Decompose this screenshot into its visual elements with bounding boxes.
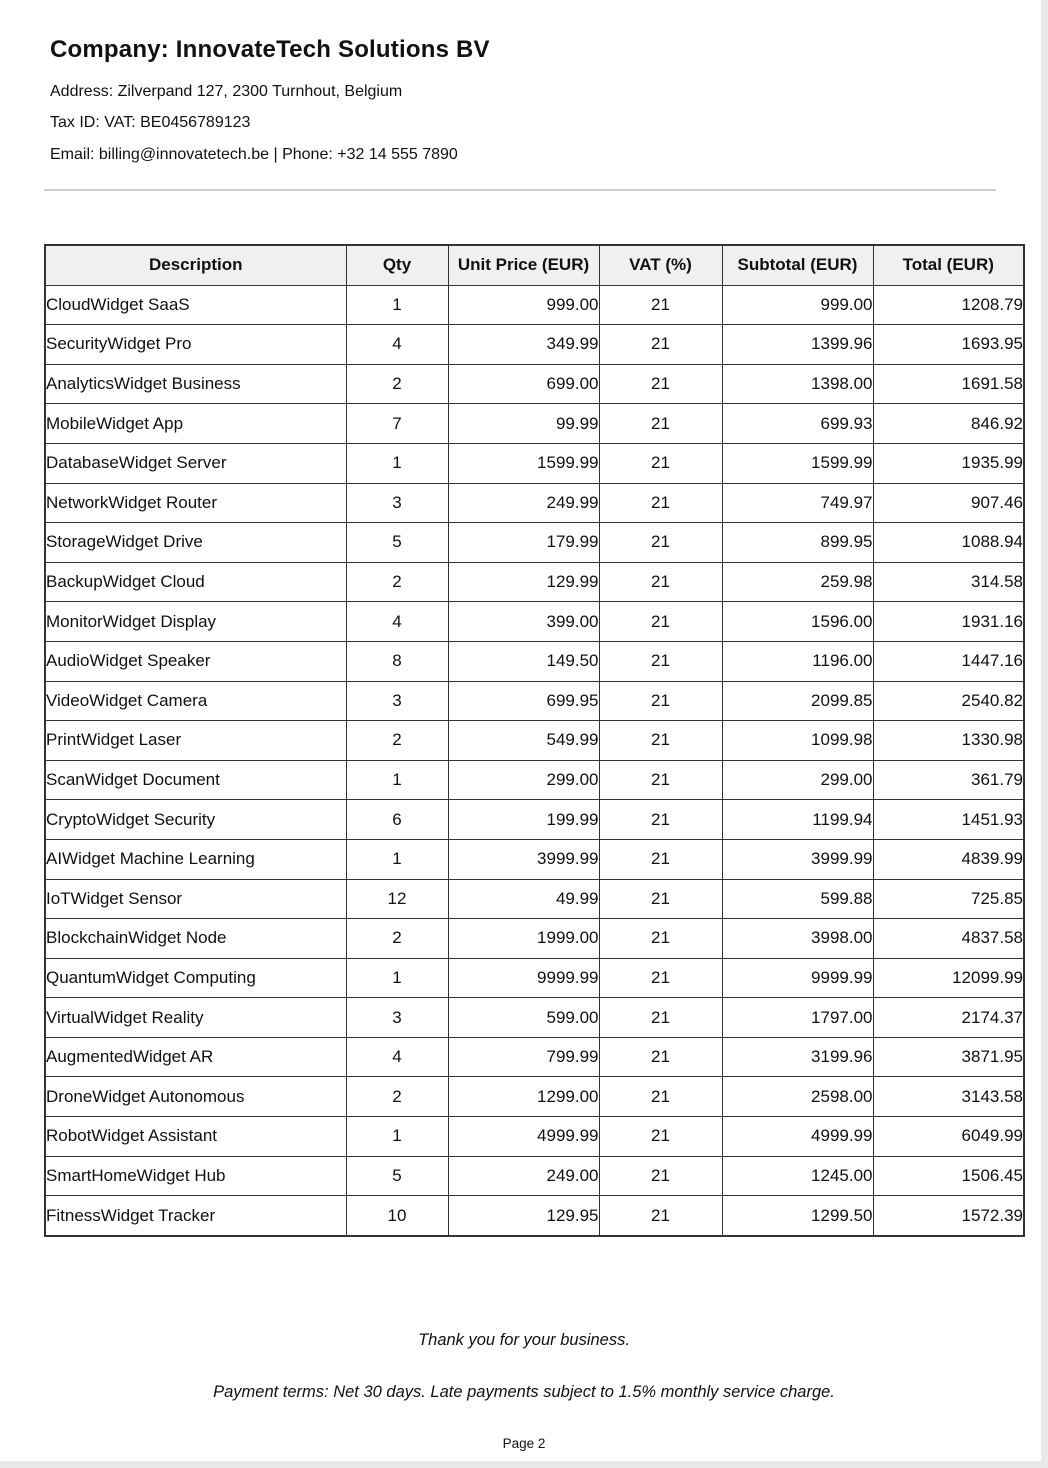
- table-row: [45, 998, 1024, 1038]
- item-vat: 21: [599, 998, 722, 1038]
- item-description: FitnessWidget Tracker: [45, 1196, 346, 1236]
- item-qty: 12: [346, 879, 448, 919]
- column-header-unit-price: Unit Price (EUR): [448, 245, 599, 285]
- item-total: 2174.37: [873, 998, 1024, 1038]
- item-total: 1691.58: [873, 364, 1024, 404]
- item-qty: 6: [346, 800, 448, 840]
- item-total: 846.92: [873, 404, 1024, 444]
- table-row: [45, 404, 1024, 444]
- item-vat: 21: [599, 721, 722, 761]
- item-total: 1330.98: [873, 721, 1024, 761]
- item-subtotal: 1299.50: [722, 1196, 873, 1236]
- item-qty: 2: [346, 562, 448, 602]
- item-qty: 2: [346, 919, 448, 959]
- table-row: [45, 760, 1024, 800]
- table-row: [45, 800, 1024, 840]
- item-description: RobotWidget Assistant: [45, 1117, 346, 1157]
- item-unit-price: 299.00: [448, 760, 599, 800]
- item-unit-price: 49.99: [448, 879, 599, 919]
- item-subtotal: 1196.00: [722, 641, 873, 681]
- table-row: [45, 1077, 1024, 1117]
- item-description: DatabaseWidget Server: [45, 443, 346, 483]
- item-qty: 3: [346, 681, 448, 721]
- item-qty: 10: [346, 1196, 448, 1236]
- item-subtotal: 3998.00: [722, 919, 873, 959]
- payment-terms-note: Payment terms: Net 30 days. Late payments subject to 1.5% monthly service charge.: [213, 1383, 835, 1401]
- item-unit-price: 9999.99: [448, 958, 599, 998]
- item-unit-price: 599.00: [448, 998, 599, 1038]
- item-subtotal: 9999.99: [722, 958, 873, 998]
- table-row: [45, 1117, 1024, 1157]
- item-description: StorageWidget Drive: [45, 523, 346, 563]
- item-unit-price: 699.95: [448, 681, 599, 721]
- item-subtotal: 2099.85: [722, 681, 873, 721]
- item-total: 3143.58: [873, 1077, 1024, 1117]
- item-vat: 21: [599, 879, 722, 919]
- item-description: PrintWidget Laser: [45, 721, 346, 761]
- item-total: 1451.93: [873, 800, 1024, 840]
- item-qty: 2: [346, 364, 448, 404]
- item-qty: 5: [346, 1156, 448, 1196]
- table-row: [45, 1156, 1024, 1196]
- item-total: 361.79: [873, 760, 1024, 800]
- item-unit-price: 129.95: [448, 1196, 599, 1236]
- table-row: [45, 641, 1024, 681]
- item-subtotal: 3999.99: [722, 839, 873, 879]
- item-unit-price: 179.99: [448, 523, 599, 563]
- item-total: 1572.39: [873, 1196, 1024, 1236]
- item-subtotal: 1398.00: [722, 364, 873, 404]
- item-qty: 5: [346, 523, 448, 563]
- item-vat: 21: [599, 285, 722, 325]
- item-unit-price: 149.50: [448, 641, 599, 681]
- item-total: 1088.94: [873, 523, 1024, 563]
- item-qty: 1: [346, 443, 448, 483]
- item-total: 1208.79: [873, 285, 1024, 325]
- table-row: [45, 602, 1024, 642]
- item-vat: 21: [599, 364, 722, 404]
- item-vat: 21: [599, 523, 722, 563]
- item-subtotal: 299.00: [722, 760, 873, 800]
- item-vat: 21: [599, 1077, 722, 1117]
- item-unit-price: 3999.99: [448, 839, 599, 879]
- item-description: IoTWidget Sensor: [45, 879, 346, 919]
- item-total: 4839.99: [873, 839, 1024, 879]
- item-vat: 21: [599, 958, 722, 998]
- item-qty: 1: [346, 1117, 448, 1157]
- item-vat: 21: [599, 1037, 722, 1077]
- item-description: DroneWidget Autonomous: [45, 1077, 346, 1117]
- item-total: 4837.58: [873, 919, 1024, 959]
- item-description: MobileWidget App: [45, 404, 346, 444]
- item-unit-price: 699.00: [448, 364, 599, 404]
- item-total: 3871.95: [873, 1037, 1024, 1077]
- table-row: [45, 681, 1024, 721]
- item-subtotal: 599.88: [722, 879, 873, 919]
- item-total: 907.46: [873, 483, 1024, 523]
- item-unit-price: 799.99: [448, 1037, 599, 1077]
- item-description: CryptoWidget Security: [45, 800, 346, 840]
- item-subtotal: 999.00: [722, 285, 873, 325]
- table-row: [45, 285, 1024, 325]
- table-row: [45, 562, 1024, 602]
- item-qty: 1: [346, 958, 448, 998]
- item-qty: 3: [346, 998, 448, 1038]
- item-qty: 1: [346, 760, 448, 800]
- table-row: [45, 364, 1024, 404]
- item-unit-price: 199.99: [448, 800, 599, 840]
- item-vat: 21: [599, 443, 722, 483]
- item-qty: 8: [346, 641, 448, 681]
- item-vat: 21: [599, 602, 722, 642]
- item-unit-price: 4999.99: [448, 1117, 599, 1157]
- item-subtotal: 899.95: [722, 523, 873, 563]
- item-total: 2540.82: [873, 681, 1024, 721]
- item-qty: 4: [346, 1037, 448, 1077]
- page-edge-bottom: [0, 1461, 1048, 1468]
- item-vat: 21: [599, 1156, 722, 1196]
- item-qty: 1: [346, 285, 448, 325]
- table-row: [45, 1196, 1024, 1236]
- item-total: 1447.16: [873, 641, 1024, 681]
- thank-you-note: Thank you for your business.: [418, 1331, 630, 1349]
- item-qty: 3: [346, 483, 448, 523]
- item-subtotal: 2598.00: [722, 1077, 873, 1117]
- item-subtotal: 3199.96: [722, 1037, 873, 1077]
- item-description: VirtualWidget Reality: [45, 998, 346, 1038]
- column-header-subtotal: Subtotal (EUR): [722, 245, 873, 285]
- item-qty: 4: [346, 325, 448, 365]
- table-row: [45, 443, 1024, 483]
- table-row: [45, 721, 1024, 761]
- item-subtotal: 4999.99: [722, 1117, 873, 1157]
- item-total: 12099.99: [873, 958, 1024, 998]
- header-divider: [44, 189, 996, 191]
- item-unit-price: 1299.00: [448, 1077, 599, 1117]
- item-description: CloudWidget SaaS: [45, 285, 346, 325]
- item-vat: 21: [599, 404, 722, 444]
- item-subtotal: 699.93: [722, 404, 873, 444]
- item-description: SmartHomeWidget Hub: [45, 1156, 346, 1196]
- table-row: [45, 523, 1024, 563]
- item-unit-price: 249.99: [448, 483, 599, 523]
- item-description: AudioWidget Speaker: [45, 641, 346, 681]
- item-subtotal: 1599.99: [722, 443, 873, 483]
- item-vat: 21: [599, 919, 722, 959]
- page-number: Page 2: [502, 1436, 546, 1451]
- item-description: MonitorWidget Display: [45, 602, 346, 642]
- table-row: [45, 839, 1024, 879]
- item-description: AugmentedWidget AR: [45, 1037, 346, 1077]
- item-vat: 21: [599, 760, 722, 800]
- item-unit-price: 99.99: [448, 404, 599, 444]
- item-total: 6049.99: [873, 1117, 1024, 1157]
- item-description: QuantumWidget Computing: [45, 958, 346, 998]
- item-description: BackupWidget Cloud: [45, 562, 346, 602]
- item-vat: 21: [599, 483, 722, 523]
- table-row: [45, 958, 1024, 998]
- item-vat: 21: [599, 800, 722, 840]
- column-header-description: Description: [45, 245, 346, 285]
- item-unit-price: 549.99: [448, 721, 599, 761]
- item-subtotal: 259.98: [722, 562, 873, 602]
- item-unit-price: 129.99: [448, 562, 599, 602]
- item-total: 1935.99: [873, 443, 1024, 483]
- item-qty: 1: [346, 839, 448, 879]
- item-vat: 21: [599, 681, 722, 721]
- column-header-vat: VAT (%): [599, 245, 722, 285]
- table-row: [45, 919, 1024, 959]
- company-title: Company: InnovateTech Solutions BV: [50, 36, 490, 63]
- company-contact: Email: billing@innovatetech.be | Phone: +32 14 555 7890: [50, 146, 458, 163]
- item-description: NetworkWidget Router: [45, 483, 346, 523]
- table-header-row: [45, 245, 1024, 285]
- item-unit-price: 1599.99: [448, 443, 599, 483]
- item-subtotal: 1245.00: [722, 1156, 873, 1196]
- line-items-table: [44, 244, 1025, 1237]
- table-row: [45, 325, 1024, 365]
- item-subtotal: 749.97: [722, 483, 873, 523]
- item-description: BlockchainWidget Node: [45, 919, 346, 959]
- item-description: AIWidget Machine Learning: [45, 839, 346, 879]
- item-vat: 21: [599, 562, 722, 602]
- item-vat: 21: [599, 1196, 722, 1236]
- table-row: [45, 1037, 1024, 1077]
- item-unit-price: 349.99: [448, 325, 599, 365]
- item-unit-price: 399.00: [448, 602, 599, 642]
- table-row: [45, 879, 1024, 919]
- company-address: Address: Zilverpand 127, 2300 Turnhout, Belgium: [50, 83, 403, 100]
- item-unit-price: 1999.00: [448, 919, 599, 959]
- item-total: 1506.45: [873, 1156, 1024, 1196]
- item-description: AnalyticsWidget Business: [45, 364, 346, 404]
- item-vat: 21: [599, 1117, 722, 1157]
- item-unit-price: 249.00: [448, 1156, 599, 1196]
- column-header-qty: Qty: [346, 245, 448, 285]
- item-subtotal: 1199.94: [722, 800, 873, 840]
- item-subtotal: 1099.98: [722, 721, 873, 761]
- page-edge-right: [1041, 0, 1048, 1468]
- item-total: 1931.16: [873, 602, 1024, 642]
- item-description: ScanWidget Document: [45, 760, 346, 800]
- item-vat: 21: [599, 839, 722, 879]
- item-qty: 7: [346, 404, 448, 444]
- item-subtotal: 1596.00: [722, 602, 873, 642]
- item-description: VideoWidget Camera: [45, 681, 346, 721]
- item-description: SecurityWidget Pro: [45, 325, 346, 365]
- item-qty: 2: [346, 721, 448, 761]
- item-vat: 21: [599, 641, 722, 681]
- item-vat: 21: [599, 325, 722, 365]
- table-row: [45, 483, 1024, 523]
- item-subtotal: 1399.96: [722, 325, 873, 365]
- column-header-total: Total (EUR): [873, 245, 1024, 285]
- company-tax-id: Tax ID: VAT: BE0456789123: [50, 114, 251, 131]
- item-qty: 4: [346, 602, 448, 642]
- item-qty: 2: [346, 1077, 448, 1117]
- item-total: 314.58: [873, 562, 1024, 602]
- item-subtotal: 1797.00: [722, 998, 873, 1038]
- item-total: 725.85: [873, 879, 1024, 919]
- item-total: 1693.95: [873, 325, 1024, 365]
- item-unit-price: 999.00: [448, 285, 599, 325]
